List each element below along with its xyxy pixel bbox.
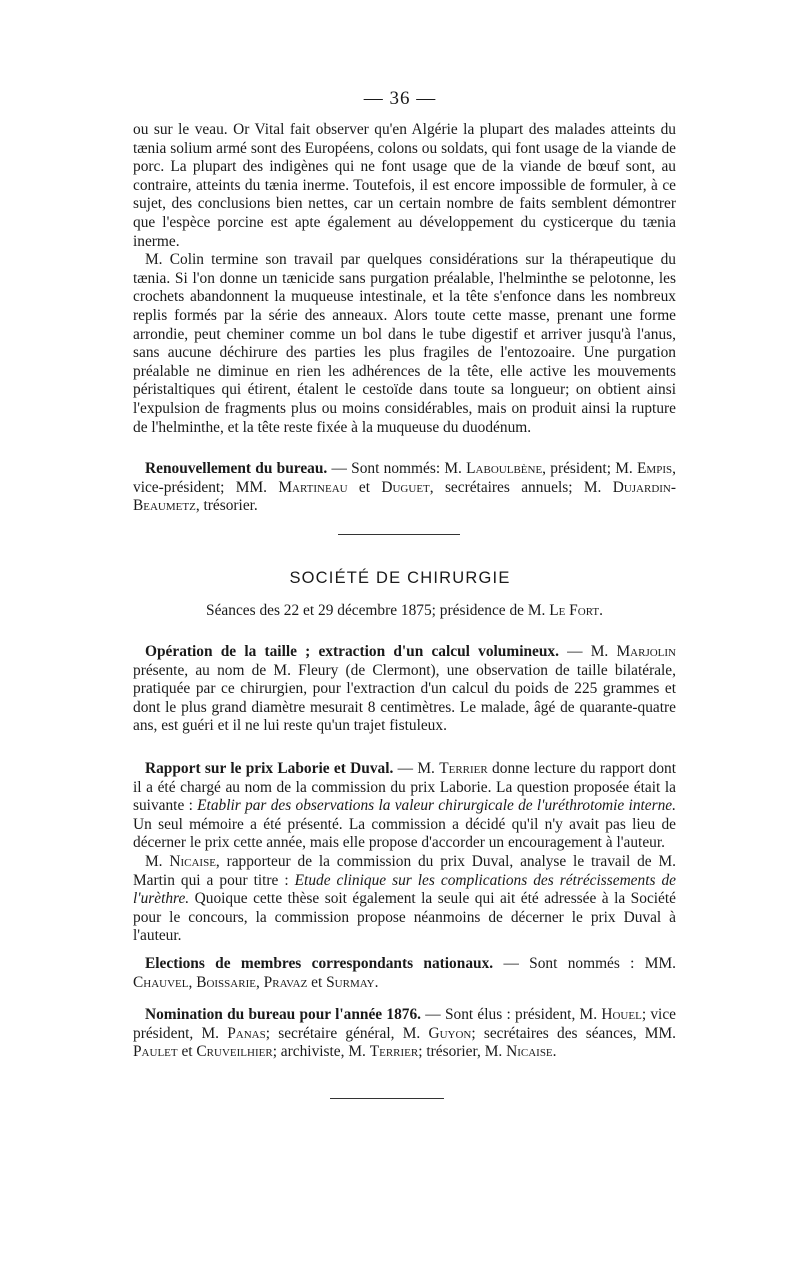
person-name: Panas [227,1024,266,1042]
section-operation [133,643,676,736]
section-renouvellement [133,460,676,516]
article-continuation [133,121,676,437]
person-name: Martineau [278,478,348,496]
text-span: et [177,1043,197,1061]
text-span: . [599,602,603,619]
text-span: , trésorier. [195,497,258,515]
paragraph-elections [133,955,676,992]
paragraph-rapport-laborie [133,760,676,853]
text-span: — M. [393,760,440,777]
text-span: , vice-président; MM. [133,460,676,496]
italic-title: Etude clinique sur les complications des rétrécissements de l'urèthre. [133,871,676,908]
society-title: SOCIÉTÉ DE CHIRURGIE [289,569,511,587]
end-rule [330,1098,444,1099]
person-name: Le Fort [549,602,600,619]
text-span: , président; M. [542,460,638,477]
text-span: , secrétaires annuels; M. [429,478,613,496]
person-name: Terrier [439,760,488,777]
text-span: — M. [558,643,617,660]
text-span: ; secrétaires des séances, MM. [471,1024,676,1042]
text-span: Séances des 22 et 29 décembre 1875; présidence de M. [206,602,550,619]
text-span: — Sont nommés : MM. [493,955,676,972]
text-span: — Sont élus : président, M. [421,1006,602,1023]
text-span: donne lecture du rapport dont il a été chargé au nom de la commission du prix Laborie. La question proposée était la suivante : [133,760,676,815]
section-elections [133,955,676,992]
heading-elections: Elections de membres correspondants nationaux. [145,955,494,972]
text-span: . [374,973,379,991]
heading-nomination: Nomination du bureau pour l'année 1876. [145,1006,422,1023]
page-number: — 36 — [363,88,437,109]
text-span: , [255,973,264,991]
person-name: Nicaise [169,852,216,870]
person-name: Laboulbène [466,460,543,477]
paragraph-renouvellement [133,460,676,516]
divider-rule [338,534,460,535]
person-name: Chauvel [133,973,189,991]
section-nomination [133,1006,676,1062]
section-rapport [133,760,676,946]
text-span: et [347,478,382,496]
person-name: Dujardin-Beaumetz [133,478,676,515]
text-span: . [552,1043,557,1061]
person-name: Duguet [381,478,430,496]
person-name: Cruveilhier [196,1043,273,1061]
text-span: ; vice président, M. [133,1006,676,1042]
heading-renouvellement: Renouvellement du bureau. [145,460,328,477]
person-name: Surmay [326,973,375,991]
paragraph-vital: ou sur le veau. Or Vital fait observer qu'en Algérie la plupart des malades atteints du tænia solium armé sont des Européens, colons ou soldats, qui font usage de la viande de porc. La plupart des indigènes qui ne font usage que de la viande de bœuf sont, au contraire, atteints du tænia inerme. Toutefois, il est encore impossible de formuler, à ce sujet, des conclusions bien nettes, car un certain nombre de faits semblent démontrer que l'espèce porcine est apte également au développement du cysticerque du tænia inerme. [133,121,676,250]
paragraph-operation [133,643,676,736]
text-span: — Sont nommés: M. [327,460,467,477]
text-span: Quoique cette thèse soit également la seule qui ait été adressée à la Société pour le concours, la commission propose néanmoins de décerner le prix Duval à l'auteur. [133,890,676,945]
text-span: Un seul mémoire a été présenté. La commission a décidé qu'il n'y avait pas lieu de décerner le prix cette année, mais elle propose d'accorder un encouragement à l'auteur. [133,815,676,852]
text-span: et [307,973,327,991]
person-name: Paulet [133,1043,178,1061]
person-name: Nicaise [506,1043,553,1061]
society-sessions [133,602,676,621]
person-name: Boissarie [196,973,256,991]
paragraph-colin: M. Colin termine son travail par quelques considérations sur la thérapeutique du tænia. Si l'on donne un tænicide sans purgation préalable, l'helminthe se pelotonne, les crochets abandonnent la muqueuse intestinale, et la tête s'enfonce dans les nombreux replis formés par la série des anneaux. Alors toute cette masse, prenant une forme arrondie, peut cheminer comme un bol dans le tube digestif et arriver jusqu'à l'anus, sans aucune déchirure des parties les plus fragiles de l'entozoaire. Une purgation préalable ne diminue en rien les adhérences de la tête, elle active les mouvements péristaltiques qui étirent, étalent le cestoïde dans toute sa longueur; on obtient ainsi l'expulsion de fragments plus ou moins considérables, mais on produit ainsi la rupture de l'helminthe, et la tête reste fixée à la muqueuse du duodénum. [133,251,676,436]
text-span: ; secrétaire général, M. [265,1024,429,1042]
person-name: Pravaz [263,973,308,991]
person-name: Houel [601,1006,642,1023]
person-name: Guyon [428,1024,472,1042]
paragraph-rapport-duval [133,853,676,946]
person-name: Empis [637,460,673,477]
person-name: Marjolin [616,643,677,660]
text-span: ; trésorier, M. [418,1043,507,1061]
text-span: M. [145,852,170,870]
text-span: , [188,973,197,991]
text-span: présente, au nom de M. Fleury (de Clermont), une observation de taille bilatérale, pratiquée par ce chirurgien, pour l'extraction d'un calcul du poids de 225 grammes et dont le plus grand diamètre mesurait 8 centimètres. Le malade, âgé de quarante-quatre ans, est guéri et il ne lui reste qu'un trajet fistuleux. [133,661,676,735]
person-name: Terrier [369,1043,419,1061]
sessions-line [133,602,676,621]
text-span: ; archiviste, M. [272,1043,370,1061]
paragraph-nomination [133,1006,676,1062]
italic-title: Etablir par des observations la valeur chirurgicale de l'uréthrotomie interne. [197,797,676,815]
text-span: , rapporteur de la commission du prix Duval, analyse le travail de M. Martin qui a pour titre : [133,852,676,889]
heading-rapport: Rapport sur le prix Laborie et Duval. [145,760,394,777]
heading-operation: Opération de la taille ; extraction d'un calcul volumineux. [145,643,559,660]
